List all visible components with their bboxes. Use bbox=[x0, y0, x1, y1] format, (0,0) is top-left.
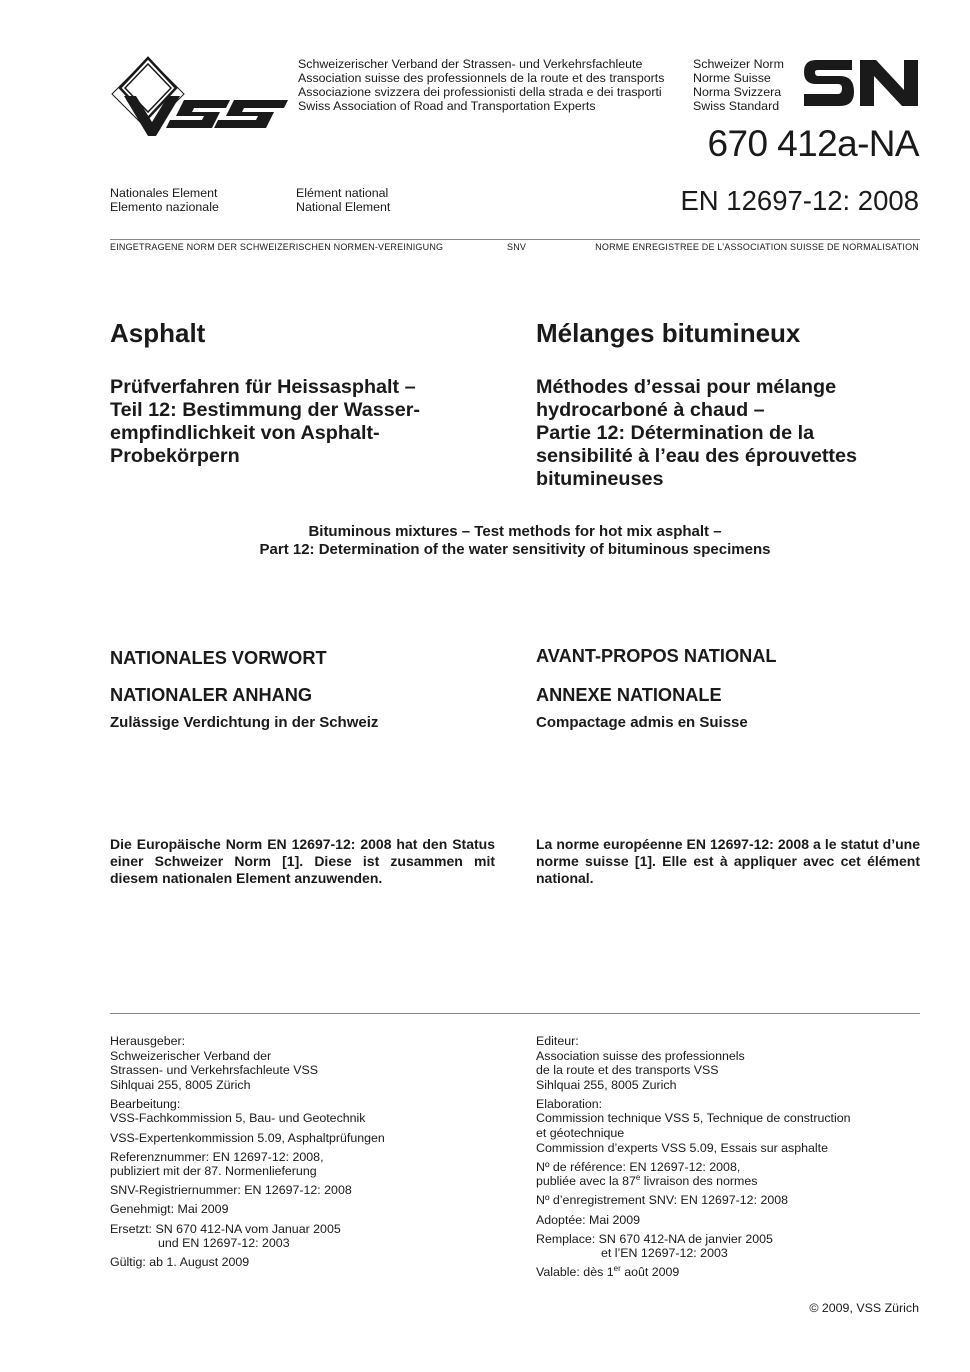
vss-logo bbox=[110, 56, 290, 140]
title-en-line: Part 12: Determination of the water sensitivity of bituminous specimens bbox=[259, 541, 771, 558]
registration-snv: SNV bbox=[507, 242, 527, 252]
national-element-en: National Element bbox=[296, 200, 391, 214]
national-element-it: Elemento nazionale bbox=[110, 200, 219, 214]
standard-number: 670 412a-NA bbox=[707, 123, 919, 164]
reference-block-de bbox=[110, 1150, 510, 1179]
snv-number-fr: Nº d’enregistrement SNV: EN 12697-12: 2008 bbox=[536, 1193, 789, 1208]
valid-de: Gültig: ab 1. August 2009 bbox=[110, 1255, 250, 1270]
subtitle-fr-line: hydrocarboné à chaud – bbox=[536, 399, 765, 421]
title-en bbox=[110, 523, 920, 559]
en-reference: EN 12697-12: 2008 bbox=[680, 185, 919, 216]
replaces-line-de: Ersetzt: SN 670 412-NA vom Januar 2005 bbox=[110, 1221, 341, 1236]
publisher-line-de: Schweizerischer Verband der bbox=[110, 1048, 272, 1063]
association-name-it: Associazione svizzera dei professionisti della strada e dei trasporti bbox=[298, 85, 662, 99]
imprint-fr bbox=[536, 1034, 920, 1284]
annex-subheading-de: Zulässige Verdichtung in der Schweiz bbox=[110, 714, 379, 731]
subtitle-de-line: empfindlichkeit von Asphalt- bbox=[110, 422, 380, 444]
reference-delivery-text: publiée avec la 87 bbox=[536, 1174, 636, 1189]
subtitle-fr-line: Partie 12: Détermination de la bbox=[536, 422, 815, 444]
publisher-line-fr: Association suisse des professionnels bbox=[536, 1048, 745, 1063]
replaces-block-de bbox=[110, 1222, 510, 1251]
publisher-line-de: Strassen- und Verkehrsfachleute VSS bbox=[110, 1063, 319, 1078]
editing-block-fr bbox=[536, 1097, 920, 1155]
approved-fr: Adoptée: Mai 2009 bbox=[536, 1212, 641, 1227]
publisher-block-de bbox=[110, 1034, 510, 1092]
subtitle-de-line: Prüfverfahren für Heissasphalt – bbox=[110, 376, 416, 398]
replaces-block-fr bbox=[536, 1232, 920, 1261]
header-divider bbox=[110, 239, 920, 240]
approved-de: Genehmigt: Mai 2009 bbox=[110, 1202, 229, 1217]
publisher-label-fr: Editeur: bbox=[536, 1034, 579, 1048]
subtitle-fr-line: Méthodes d’essai pour mélange bbox=[536, 376, 837, 398]
title-fr: Mélanges bitumineux bbox=[536, 318, 801, 348]
association-name-en: Swiss Association of Road and Transportation Experts bbox=[298, 99, 596, 113]
standard-type-it: Norma Svizzera bbox=[693, 85, 782, 99]
ordinal-suffix: e bbox=[635, 1173, 641, 1183]
foreword-heading-fr: AVANT-PROPOS NATIONAL bbox=[536, 646, 777, 666]
annex-heading-fr: ANNEXE NATIONALE bbox=[536, 685, 722, 705]
reference-delivery-de: publiziert mit der 87. Normenlieferung bbox=[110, 1164, 317, 1179]
editing-label-fr: Elaboration: bbox=[536, 1096, 603, 1111]
reference-block-fr bbox=[536, 1160, 920, 1189]
snv-number-de: SNV-Registriernummer: EN 12697-12: 2008 bbox=[110, 1183, 352, 1198]
national-element-fr: Elément national bbox=[296, 186, 389, 200]
imprint-divider bbox=[110, 1013, 920, 1014]
publisher-block-fr bbox=[536, 1034, 920, 1092]
annex-subheading-fr: Compactage admis en Suisse bbox=[536, 714, 748, 731]
standard-type-fr: Norme Suisse bbox=[693, 71, 771, 85]
expert-commission-fr: Commission d’experts VSS 5.09, Essais sur asphalte bbox=[536, 1140, 828, 1155]
subtitle-de bbox=[110, 376, 500, 468]
publisher-address-fr: Sihlquai 255, 8005 Zurich bbox=[536, 1077, 677, 1092]
standard-type-de: Schweizer Norm bbox=[693, 57, 784, 71]
intro-paragraph-de: Die Europäische Norm EN 12697-12: 2008 hat den Status einer Schweizer Norm [1]. Diese ist zusammen mit diesem nationalen Element anzuwenden. bbox=[110, 836, 495, 886]
subtitle-fr-line: sensibilité à l’eau des éprouvettes bbox=[536, 445, 858, 467]
association-names bbox=[298, 57, 688, 113]
reference-number-de: Referenznummer: EN 12697-12: 2008, bbox=[110, 1149, 324, 1164]
subtitle-fr bbox=[536, 376, 921, 491]
replaces-line-fr: et l’EN 12697-12: 2003 bbox=[601, 1246, 728, 1261]
expert-commission-de: VSS-Expertenkommission 5.09, Asphaltprüfungen bbox=[110, 1130, 385, 1145]
standard-type-en: Swiss Standard bbox=[693, 99, 780, 113]
national-element-de: Nationales Element bbox=[110, 186, 218, 200]
valid-fr bbox=[536, 1265, 920, 1280]
registration-de: EINGETRAGENE NORM DER SCHWEIZERISCHEN NORMEN-VEREINIGUNG bbox=[110, 242, 444, 252]
reference-delivery-fr bbox=[536, 1174, 920, 1189]
title-en-line: Bituminous mixtures – Test methods for hot mix asphalt – bbox=[308, 523, 722, 540]
replaces-line-fr: Remplace: SN 670 412-NA de janvier 2005 bbox=[536, 1231, 773, 1246]
national-element-label-left bbox=[110, 186, 219, 214]
publisher-label-de: Herausgeber: bbox=[110, 1034, 186, 1048]
reference-delivery-text-end: livraison des normes bbox=[640, 1174, 758, 1189]
intro-paragraph-fr: La norme européenne EN 12697-12: 2008 a le statut d’une norme suisse [1]. Elle est à appliquer avec cet élément national. bbox=[536, 836, 920, 886]
national-element-label-right bbox=[296, 186, 390, 214]
foreword-heading-de: NATIONALES VORWORT bbox=[110, 648, 327, 668]
editing-label-de: Bearbeitung: bbox=[110, 1096, 181, 1111]
ordinal-suffix: er bbox=[613, 1264, 621, 1274]
title-de: Asphalt bbox=[110, 318, 206, 348]
subtitle-de-line: Teil 12: Bestimmung der Wasser- bbox=[110, 399, 420, 421]
standard-type-names bbox=[693, 57, 793, 113]
imprint-de bbox=[110, 1034, 510, 1274]
reference-number-fr: Nº de référence: EN 12697-12: 2008, bbox=[536, 1159, 741, 1174]
subtitle-fr-line: bitumineuses bbox=[536, 468, 664, 490]
publisher-line-fr: de la route et des transports VSS bbox=[536, 1063, 719, 1078]
editing-block-de bbox=[110, 1097, 510, 1126]
subtitle-de-line: Probekörpern bbox=[110, 445, 240, 467]
editing-commission-fr-cont: et géotechnique bbox=[536, 1126, 625, 1141]
editing-commission-fr: Commission technique VSS 5, Technique de construction bbox=[536, 1111, 851, 1126]
editing-commission-de: VSS-Fachkommission 5, Bau- und Geotechnik bbox=[110, 1111, 366, 1126]
association-name-fr: Association suisse des professionnels de la route et des transports bbox=[298, 71, 665, 85]
replaces-line-de: und EN 12697-12: 2003 bbox=[158, 1236, 290, 1251]
copyright: © 2009, VSS Zürich bbox=[809, 1301, 919, 1315]
registration-fr: NORME ENREGISTREE DE L’ASSOCIATION SUISSE DE NORMALISATION bbox=[595, 242, 919, 252]
valid-text-end: août 2009 bbox=[620, 1265, 680, 1280]
sn-mark bbox=[802, 58, 920, 108]
publisher-address-de: Sihlquai 255, 8005 Zürich bbox=[110, 1077, 251, 1092]
valid-text: Valable: dès 1 bbox=[536, 1265, 614, 1280]
annex-heading-de: NATIONALER ANHANG bbox=[110, 685, 313, 705]
association-name-de: Schweizerischer Verband der Strassen- und Verkehrsfachleute bbox=[298, 57, 643, 71]
